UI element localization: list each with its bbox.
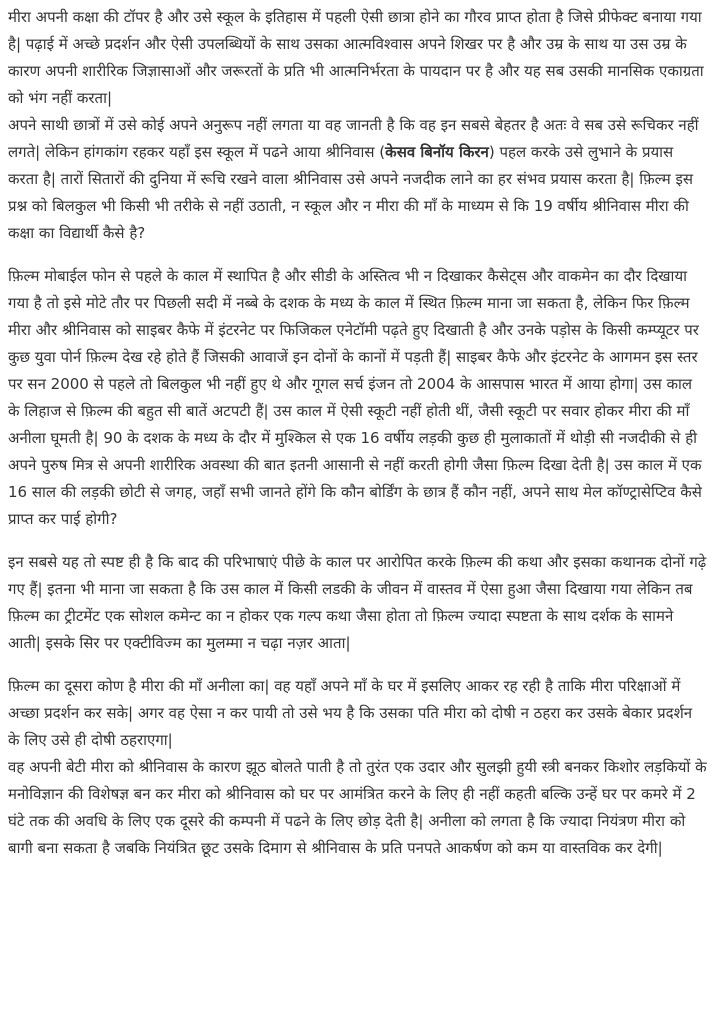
paragraph-meera-topper: मीरा अपनी कक्षा की टॉपर है और उसे स्कूल के इतिहास में पहली ऐसी छात्रा होने का गौरव प्राप्त होता है जिसे प्रीफेक्ट बनाया गया है| पढ़ाई में अच्छे प्रदर्शन और ऐसी उपलब्धियों के साथ उसका आत्मविश्वास अपने शिखर पर है और उम्र के साथ या उस उम्र के कारण अपनी शारीरिक जिज्ञासाओं और जरूरतों के प्रति भी आत्मनिर्भरता के पायदान पर है और यह सब उसकी मानसिक एकाग्रता को भंग नहीं करता|: [8, 8, 704, 107]
paragraph-srinivas-intro: [8, 112, 708, 247]
paragraph-definitions: इन सबसे यह तो स्पष्ट ही है कि बाद की परिभाषाएं पीछे के काल पर आरोपित करके फ़िल्म की कथा और इसका कथानक दोनों गढ़े गए हैं| इतना भी माना जा सकता है कि उस काल में किसी लडकी के जीवन में वास्तव में ऐसा हुआ जैसा दिखाया गया लेकिन तब फ़िल्म का ट्रीटमेंट एक सोशल कमेन्ट का न होकर एक गल्प कथा जैसा होता तो फ़िल्म ज्यादा स्पष्टता के साथ दर्शक के सामने आती| इसके सिर पर एक्टीविज्म का मुलम्मा न चढ़ा नज़र आता|: [8, 553, 707, 652]
actor-name: केसव बिनॉय किरन: [385, 143, 489, 161]
paragraph-text: अपने साथी छात्रों में उसे कोई अपने अनुरूप नहीं लगता या वह जानती है कि वह इन सबसे बेहतर है अतः वे सब उसे रूचिकर नहीं लगते| लेकिन हांगकांग रहकर यहाँ इस स्कूल में पढने आया श्रीनिवास (: [8, 116, 699, 161]
paragraph-text: ) पहल करके उसे लुभाने के प्रयास करता है| तारों सितारों की दुनिया में रूचि रखने वाला श्रीनिवास उसे अपने नजदीक लाने का हर संभव प्रयास करता है| फ़िल्म इस प्रश्न को बिलकुल भी किसी भी तरीके से नहीं उठाती, न स्कूल और न मीरा की माँ के माध्यम से कि 19 वर्षीय श्रीनिवास मीरा की कक्षा का विद्यार्थी कैसे है?: [8, 143, 693, 242]
article-body: [8, 4, 708, 862]
paragraph-anila-control: वह अपनी बेटी मीरा को श्रीनिवास के कारण झूठ बोलते पाती है तो तुरंत एक उदार और सुलझी हुयी स्त्री बनकर किशोर लड़कियों के मनोविज्ञान की विशेषज्ञ बन कर मीरा को श्रीनिवास को घर पर आमंत्रित करने के लिए ही नहीं कहती बल्कि उन्हें घर पर कमरे में 2 घंटे तक की अवधि के लिए एक दूसरे की कम्पनी में पढने के लिए छोड़ देती है| अनीला को लगता है कि ज्यादा नियंत्रण मीरा को बागी बना सकता है जबकि नियंत्रित छूट उसके दिमाग से श्रीनिवास के प्रति पनपते आकर्षण को कम या वास्तविक कर देगी|: [8, 758, 707, 857]
paragraph-mother-angle: फ़िल्म का दूसरा कोण है मीरा की माँ अनीला का| वह यहाँ अपने माँ के घर में इसलिए आकर रह रही है ताकि मीरा परिक्षाओं में अच्छा प्रदर्शन कर सके| अगर वह ऐसा न कर पायी तो उसे भय है कि उसका पति मीरा को दोषी न ठहरा कर उसके बेकार प्रदर्शन के लिए उसे ही दोषी ठहराएगा|: [8, 677, 693, 749]
paragraph-time-period: फ़िल्म मोबाईल फोन से पहले के काल में स्थापित है और सीडी के अस्तित्व भी न दिखाकर कैसेट्स और वाकमेन का दौर दिखाया गया है तो इसे मोटे तौर पर पिछली सदी में नब्बे के दशक के मध्य के काल में स्थित फ़िल्म माना जा सकता है, लेकिन फिर फ़िल्म मीरा और श्रीनिवास को साइबर कैफे में इंटरनेट पर फिजिकल एनेटॉमी पढ़ते हुए दिखाती है और उनके पड़ोस के किसी कम्प्यूटर पर कुछ युवा पोर्न फ़िल्म देख रहे होते हैं जिसकी आवाजें इन दोनों के कानों में पड़ती हैं| साइबर कैफे और इंटरनेट के आगमन इस स्तर पर सन 2000 से पहले तो बिलकुल भी नहीं हुए थे और गूगल सर्च इंजन तो 2004 के आसपास भारत में आया होगा| उस काल के लिहाज से फ़िल्म की बहुत सी बातें अटपटी हैं| उस काल में ऐसी स्कूटी नहीं होती थीं, जैसी स्कूटी पर सवार होकर मीरा की माँ अनीला घूमती है| 90 के दशक के मध्य के दौर में मुश्किल से एक 16 वर्षीय लड़की कुछ ही मुलाकातों में थोड़ी सी नजदीकी से ही अपने पुरुष मित्र से अपनी शारीरिक अवस्था की बात इतनी आसानी से नहीं करती होगी जैसा फ़िल्म दिखा देती है| उस काल में एक 16 साल की लड़की छोटी से जगह, जहाँ सभी जानते होंगे कि कौन बोर्डिंग के छात्र हैं कौन नहीं, अपने साथ मेल कॉण्ट्रासेप्टिव कैसे प्राप्त कर पाई होगी?: [8, 267, 702, 528]
